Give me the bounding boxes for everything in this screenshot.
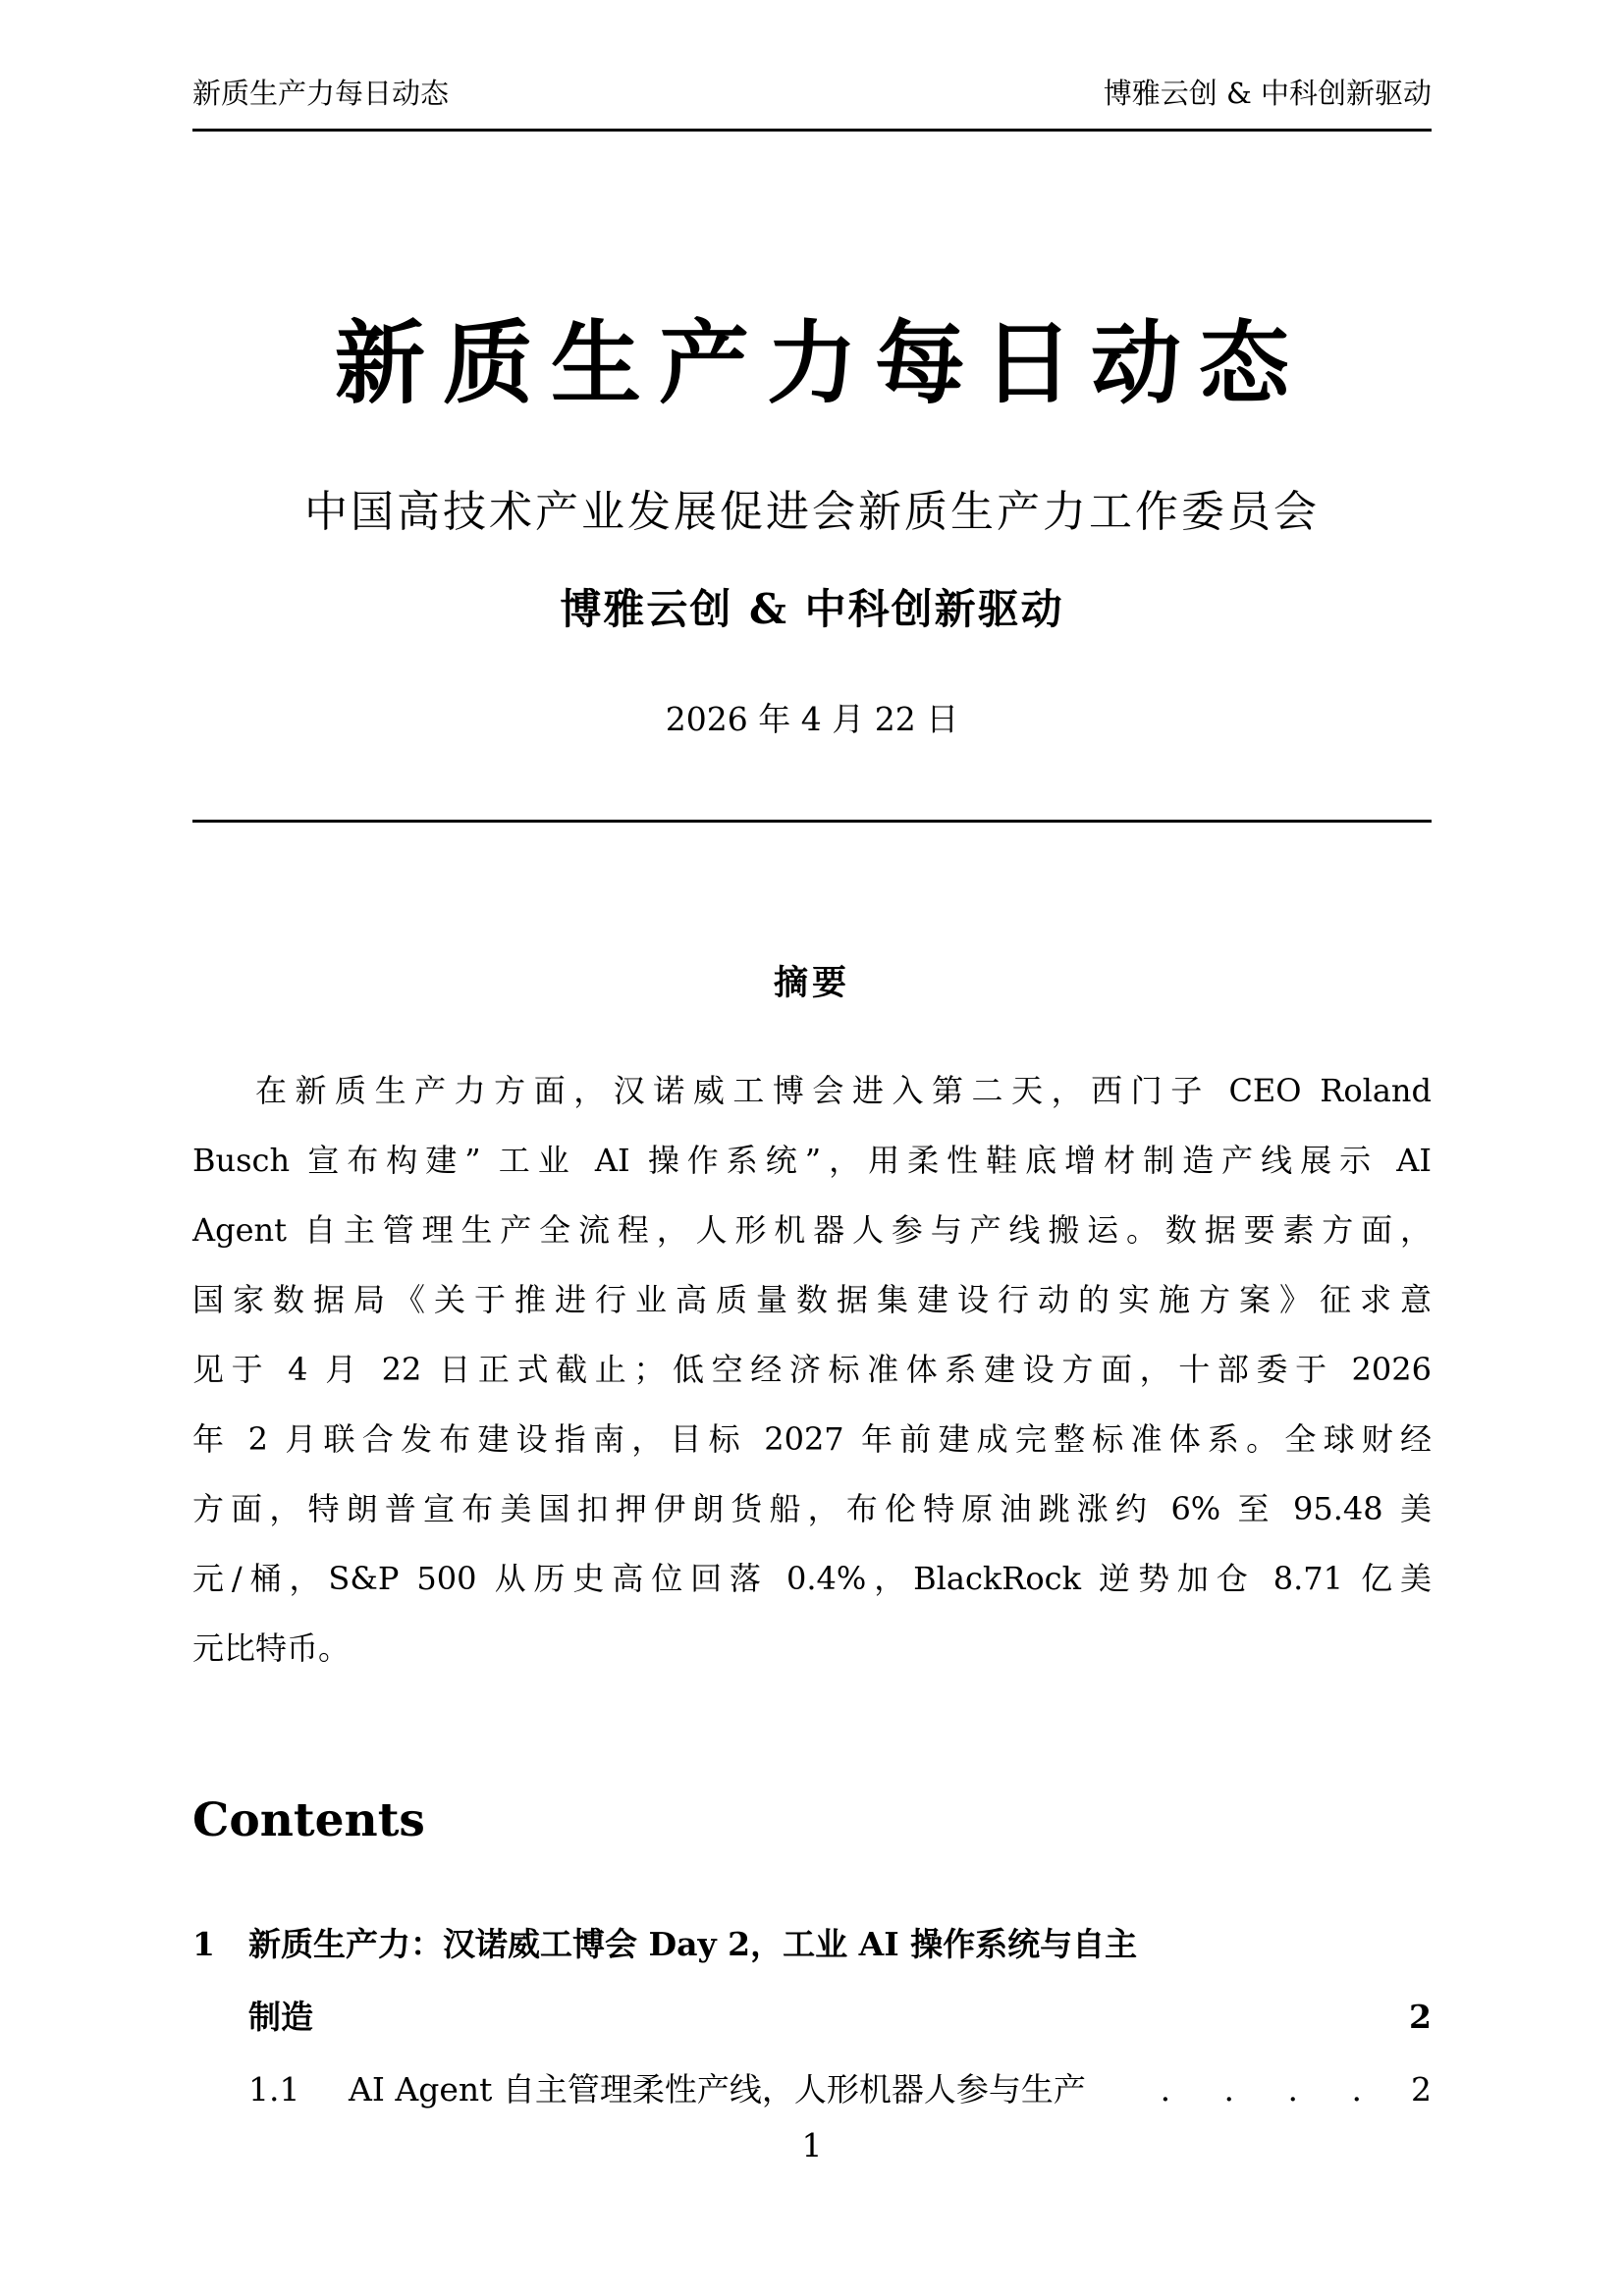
abstract-line: 元比特币。 <box>192 1629 351 1667</box>
table-of-contents <box>192 1908 1432 2126</box>
footer-page-number: 1 <box>801 2126 823 2164</box>
abstract-line: 年 2 月联合发布建设指南，目标 2027 年前建成完整标准体系。全球财经 <box>192 1420 1432 1458</box>
toc-section-title-line2 <box>248 1981 1432 2054</box>
toc-subsection-number: 1.1 <box>248 2070 300 2109</box>
toc-subsection-page-number: 2 <box>1411 2070 1432 2109</box>
abstract-line: 在新质生产力方面，汉诺威工博会进入第二天，西门子 CEO Roland <box>255 1072 1432 1109</box>
abstract-line: Agent 自主管理生产全流程，人形机器人参与产线搬运。数据要素方面， <box>192 1211 1432 1249</box>
toc-section-title-continuation: 制造 <box>248 1998 313 2036</box>
document-subtitle: 中国高技术产业发展促进会新质生产力工作委员会 <box>304 487 1320 537</box>
document-title: 新质生产力每日动态 <box>334 310 1307 416</box>
toc-entry-section-1[interactable] <box>192 1908 1432 2054</box>
toc-entry-subsection-1-1[interactable] <box>192 2054 1432 2126</box>
toc-section-body <box>248 1908 1432 2054</box>
document-date: 2026 年 4 月 22 日 <box>665 700 959 738</box>
toc-section-number: 1 <box>192 1925 215 1963</box>
toc-dot-leader: . . . . <box>1160 2070 1383 2109</box>
abstract-line: 元/桶，S&P 500 从历史高位回落 0.4%，BlackRock 逆势加仓 8.71 亿美 <box>192 1560 1432 1597</box>
toc-section-page-number: 2 <box>1409 1998 1432 2036</box>
toc-subsection-title: AI Agent 自主管理柔性产线，人形机器人参与生产 <box>349 2070 1086 2109</box>
page-content <box>192 0 1432 2165</box>
running-header <box>192 0 1432 132</box>
running-header-right: 博雅云创 & 中科创新驱动 <box>1103 77 1432 110</box>
abstract-line: 见于 4 月 22 日正式截止；低空经济标准体系建设方面，十部委于 2026 <box>192 1351 1432 1388</box>
abstract-line: Busch 宣布构建” 工业 AI 操作系统”，用柔性鞋底增材制造产线展示 AI <box>192 1142 1432 1179</box>
abstract-paragraph <box>192 1056 1432 1683</box>
document-authors: 博雅云创 & 中科创新驱动 <box>560 585 1064 633</box>
toc-section-title-line1: 新质生产力：汉诺威工博会 Day 2，工业 AI 操作系统与自主 <box>248 1925 1138 1963</box>
title-rule <box>192 820 1432 823</box>
abstract-line: 国家数据局《关于推进行业高质量数据集建设行动的实施方案》征求意 <box>192 1281 1432 1318</box>
abstract-heading: 摘要 <box>773 963 850 1003</box>
contents-heading: Contents <box>192 1793 425 1847</box>
running-header-left: 新质生产力每日动态 <box>192 77 450 110</box>
abstract-line: 方面，特朗普宣布美国扣押伊朗货船，布伦特原油跳涨约 6% 至 95.48 美 <box>192 1490 1432 1527</box>
